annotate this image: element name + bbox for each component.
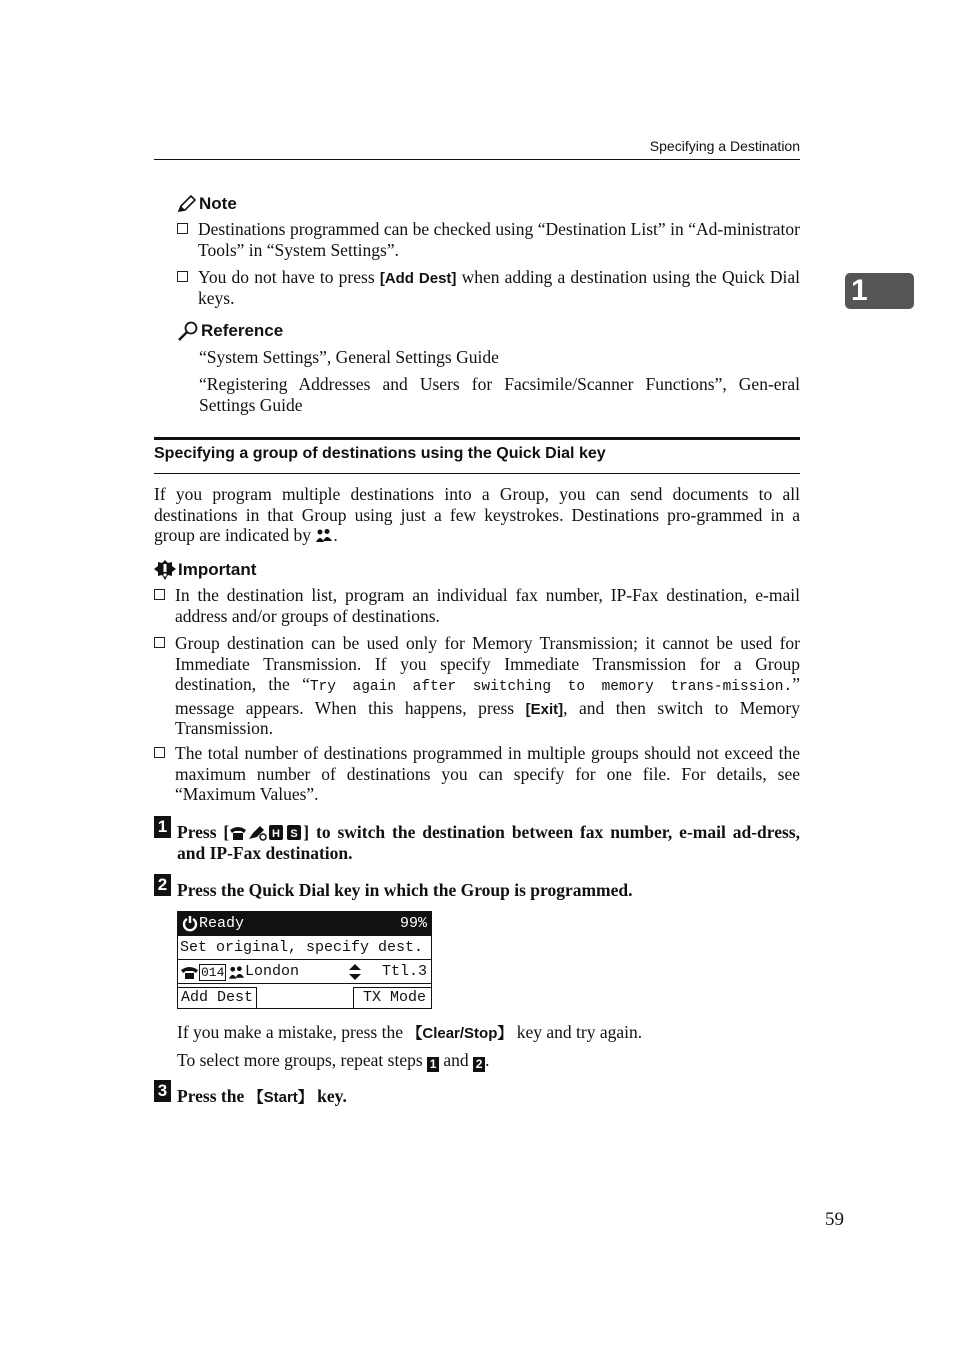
mistake-hint: If you make a mistake, press the 【Clear/Stop】 key and try again. [177,1022,643,1042]
tx-mode-softkey[interactable]: TX Mode [353,987,431,1008]
lcd-message: Set original, specify dest. [180,939,424,956]
step-1-text: Press [ H S ] to switch the destination between fax number, e-mail ad-dress, and IP-Fax destination. [177,822,800,863]
lcd-display [177,911,432,1009]
reference-heading: Reference [177,321,283,341]
repeat-hint: To select more groups, repeat steps 1 and 2 . [177,1050,490,1071]
clear-stop-key: 【Clear/Stop】 [407,1025,513,1042]
page-number: 59 [825,1209,844,1230]
add-dest-key: [Add Dest] [379,270,457,287]
pencil-icon [177,195,197,213]
start-key: 【Start】 [248,1089,313,1106]
error-message: Try again after switching to memory trans-mission. [309,679,793,695]
lcd-message-row [178,936,431,960]
svg-text:S: S [290,828,298,840]
magnifier-icon [177,321,199,341]
important-item-1: In the destination list, program an individual fax number, IP-Fax destination, e-mail address and/or groups of destinations. [154,585,800,626]
header-rule [154,159,800,160]
note-item-2: You do not have to press [Add Dest] when adding a destination using the Quick Dial keys. [177,267,800,308]
lcd-softkey-row [178,984,431,1008]
lcd-destination-row [178,960,431,984]
step-2-text: Press the Quick Dial key in which the Group is programmed. [177,880,633,900]
section-intro: If you program multiple destinations into a Group, you can send documents to all destinations in that Group using just a few keystrokes. Destinations pro-grammed in a group are indicated by . [154,484,800,545]
lcd-dest-number: 014 [201,965,225,980]
destination-mode-keys-icon [229,824,303,841]
reference-item-2: “Registering Addresses and Users for Facsimile/Scanner Functions”, Gen-eral Settings Guide [199,374,800,415]
svg-text:H: H [272,828,281,840]
step-1-number: 1 [154,816,171,838]
lcd-dest-name: London [245,963,300,980]
important-heading: Important [154,560,256,580]
note-item-1: Destinations programmed can be checked using “Destination List” in “Ad-ministrator Tools” in “System Settings”. [177,219,800,260]
lcd-status-text: Ready [199,915,245,932]
step-ref-2: 2 [473,1057,485,1072]
step-ref-1: 1 [427,1057,439,1072]
important-icon [154,560,176,580]
section-rule-top [154,437,800,440]
section-title: Specifying a group of destinations using the Quick Dial key [154,445,606,462]
chapter-tab: 1 [845,273,914,309]
lcd-total: Ttl.3 [381,963,427,980]
group-icon [315,528,333,543]
note-heading: Note [177,194,237,214]
lcd-status-row [178,912,431,936]
reference-item-1: “System Settings”, General Settings Guide [199,347,499,367]
step-3-number: 3 [154,1080,171,1102]
step-3-text: Press the 【Start】 key. [177,1086,347,1106]
section-rule-bottom [154,473,800,474]
add-dest-softkey[interactable]: Add Dest [178,987,257,1008]
lcd-memory: 99% [399,915,427,932]
important-item-2: Group destination can be used only for Memory Transmission; it cannot be used for Immediate Transmission. If you specify Immediate Transmission for a Group destination, the “Try again after switching to memory trans-mission.” message appears. When this happens, press [Exit], and then switch to Memory Transmission. [154,633,800,739]
important-item-3: The total number of destinations programmed in multiple groups should not exceed the maximum number of destinations you can specify for one file. For details, see “Maximum Values”. [154,743,800,805]
step-2-number: 2 [154,874,171,896]
exit-key: [Exit] [525,700,564,718]
running-title: Specifying a Destination [649,138,800,154]
